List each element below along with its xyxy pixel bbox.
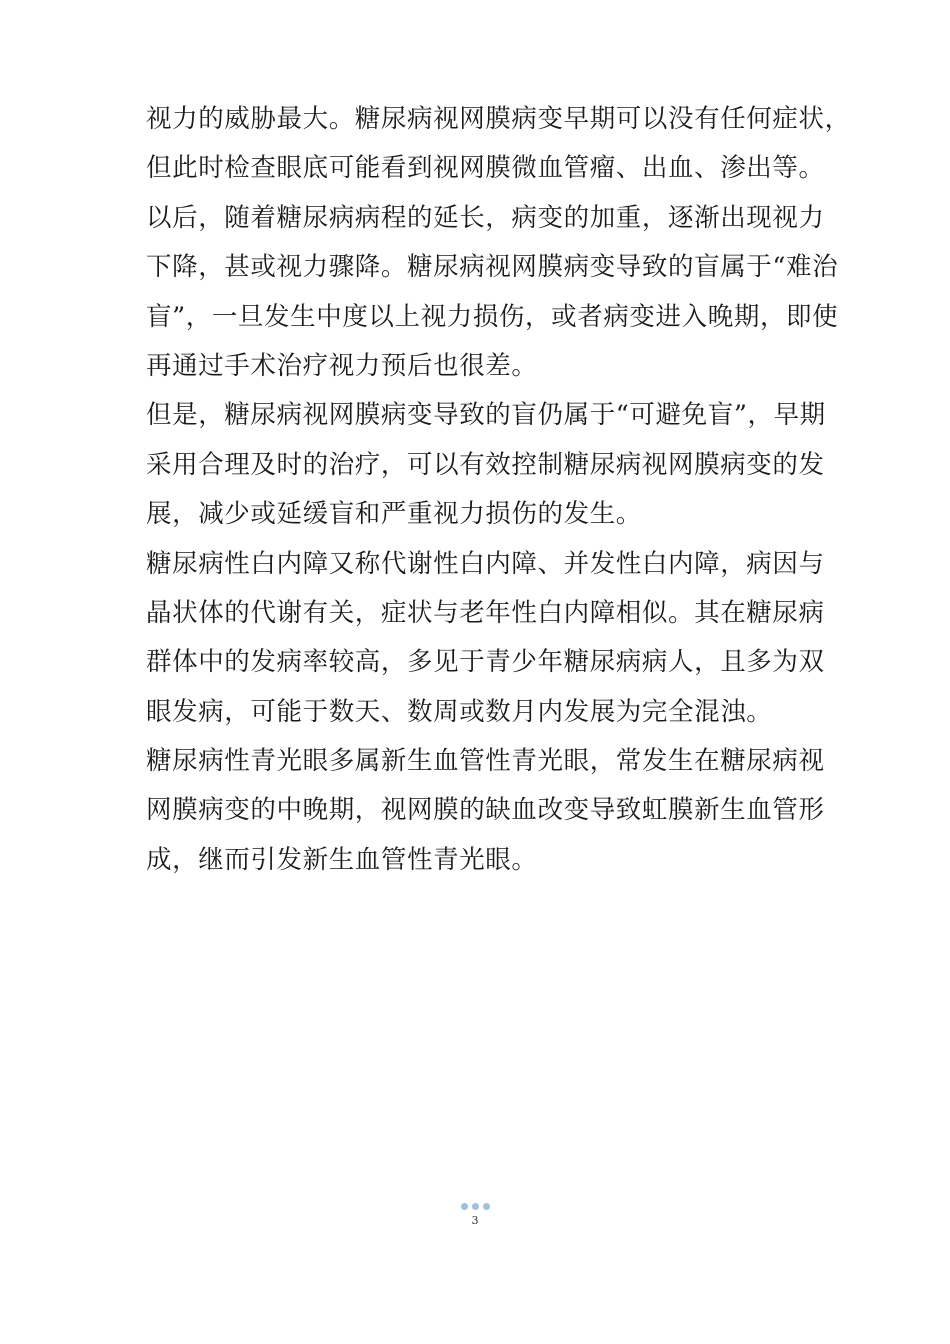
text-line: 下降，甚或视力骤降。糖尿病视网膜病变导致的盲属于“难治: [146, 252, 839, 283]
text-line: 网膜病变的中晚期，视网膜的缺血改变导致虹膜新生血管形: [146, 795, 825, 826]
text-line: 再通过手术治疗视力预后也很差。: [146, 350, 538, 381]
text-line: 盲”，一旦发生中度以上视力损伤，或者病变进入晚期，即使: [146, 301, 839, 332]
text-line: 但此时检查眼底可能看到视网膜微血管瘤、出血、渗出等。: [146, 153, 825, 184]
page-number: 3: [471, 1214, 479, 1227]
text-line: 糖尿病性白内障又称代谢性白内障、并发性白内障，病因与: [146, 548, 825, 579]
text-line: 糖尿病性青光眼多属新生血管性青光眼，常发生在糖尿病视: [146, 746, 825, 777]
text-line: 展，减少或延缓盲和严重视力损伤的发生。: [146, 499, 642, 530]
dot-icon: [461, 1203, 468, 1210]
document-body: [146, 95, 851, 885]
text-line: 采用合理及时的治疗，可以有效控制糖尿病视网膜病变的发: [146, 449, 825, 480]
text-line: 群体中的发病率较高，多见于青少年糖尿病病人，且多为双: [146, 647, 825, 678]
text-line: 但是，糖尿病视网膜病变导致的盲仍属于“可避免盲”，早期: [146, 400, 826, 431]
text-line: 眼发病，可能于数天、数周或数月内发展为完全混浊。: [146, 696, 773, 727]
dot-icon: [483, 1203, 490, 1210]
text-line: 晶状体的代谢有关，症状与老年性白内障相似。其在糖尿病: [146, 597, 825, 628]
text-line: 成，继而引发新生血管性青光眼。: [146, 844, 538, 875]
footer-dots-decoration: [0, 1200, 950, 1212]
text-line: 视力的威胁最大。糖尿病视网膜病变早期可以没有任何症状，: [146, 104, 851, 134]
text-line: 以后，随着糖尿病病程的延长，病变的加重，逐渐出现视力: [146, 202, 825, 233]
page-footer: [0, 1200, 950, 1227]
dot-icon: [472, 1203, 479, 1210]
